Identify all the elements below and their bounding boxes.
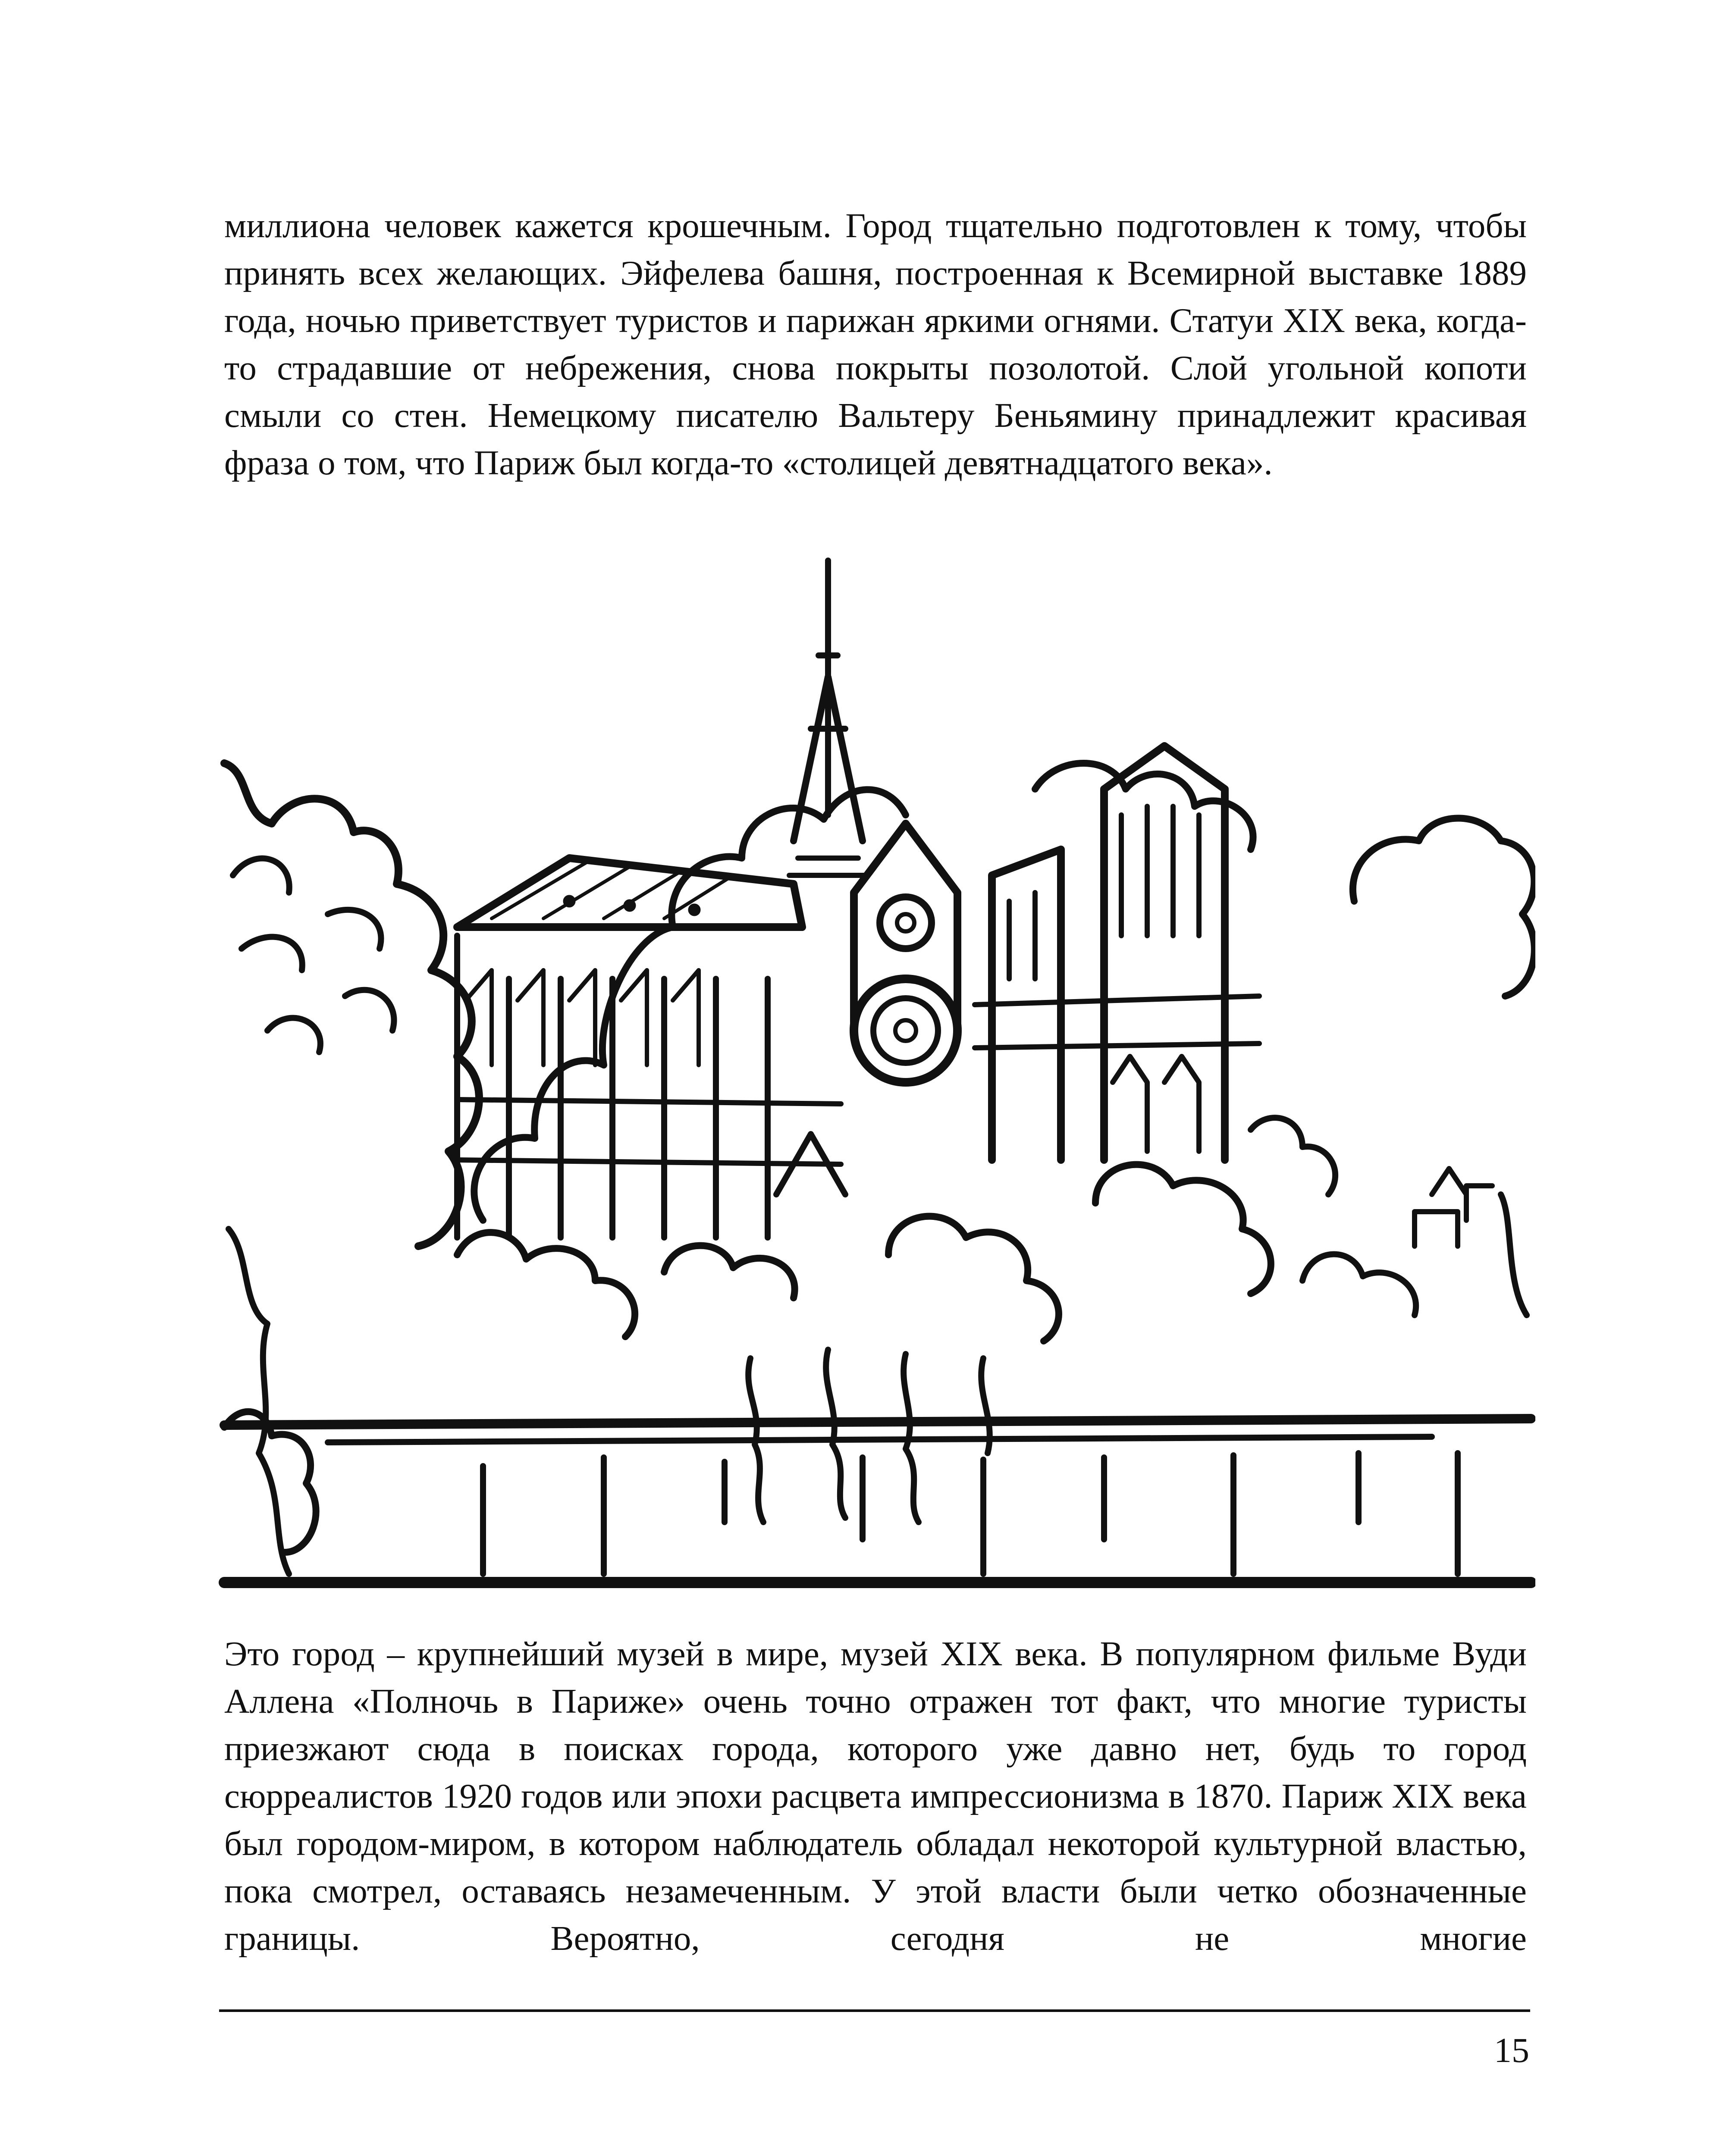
footer-rule: [219, 2009, 1530, 2012]
body-paragraph-1: миллиона человек кажется крошечным. Город тщательно подготовлен к тому, чтобы принять всех желающих. Эйфелева башня, построенная к Всемирной выставке 1889 года, ночью приветствует туристов и парижан яркими огнями. Статуи XIX века, когда-то страдавшие от небрежения, снова покрыты позолотой. Слой угольной копоти смыли со стен. Немецкому писателю Вальтеру Беньямину принадлежит красивая фраза о том, что Париж был когда-то «столицей девятнадцатого века».: [224, 206, 1527, 482]
page-number: 15: [1494, 2031, 1529, 2070]
body-paragraph-2: Это город – крупнейший музей в мире, музей XIX века. В популярном фильме Вуди Аллена «Полночь в Париже» очень точно отражен тот факт, что многие туристы приезжают сюда в поисках города, которого уже давно нет, будь то город сюрреалистов 1920 годов или эпохи расцвета импрессионизма в 1870. Париж XIX века был городом-миром, в котором наблюдатель обладал некоторой культурной властью, пока смотрел, оставаясь незамеченным. У этой власти были четко обозначенные границы. Вероятно, сегодня не многие: [224, 1634, 1527, 1958]
notre-dame-illustration: [216, 548, 1535, 1591]
